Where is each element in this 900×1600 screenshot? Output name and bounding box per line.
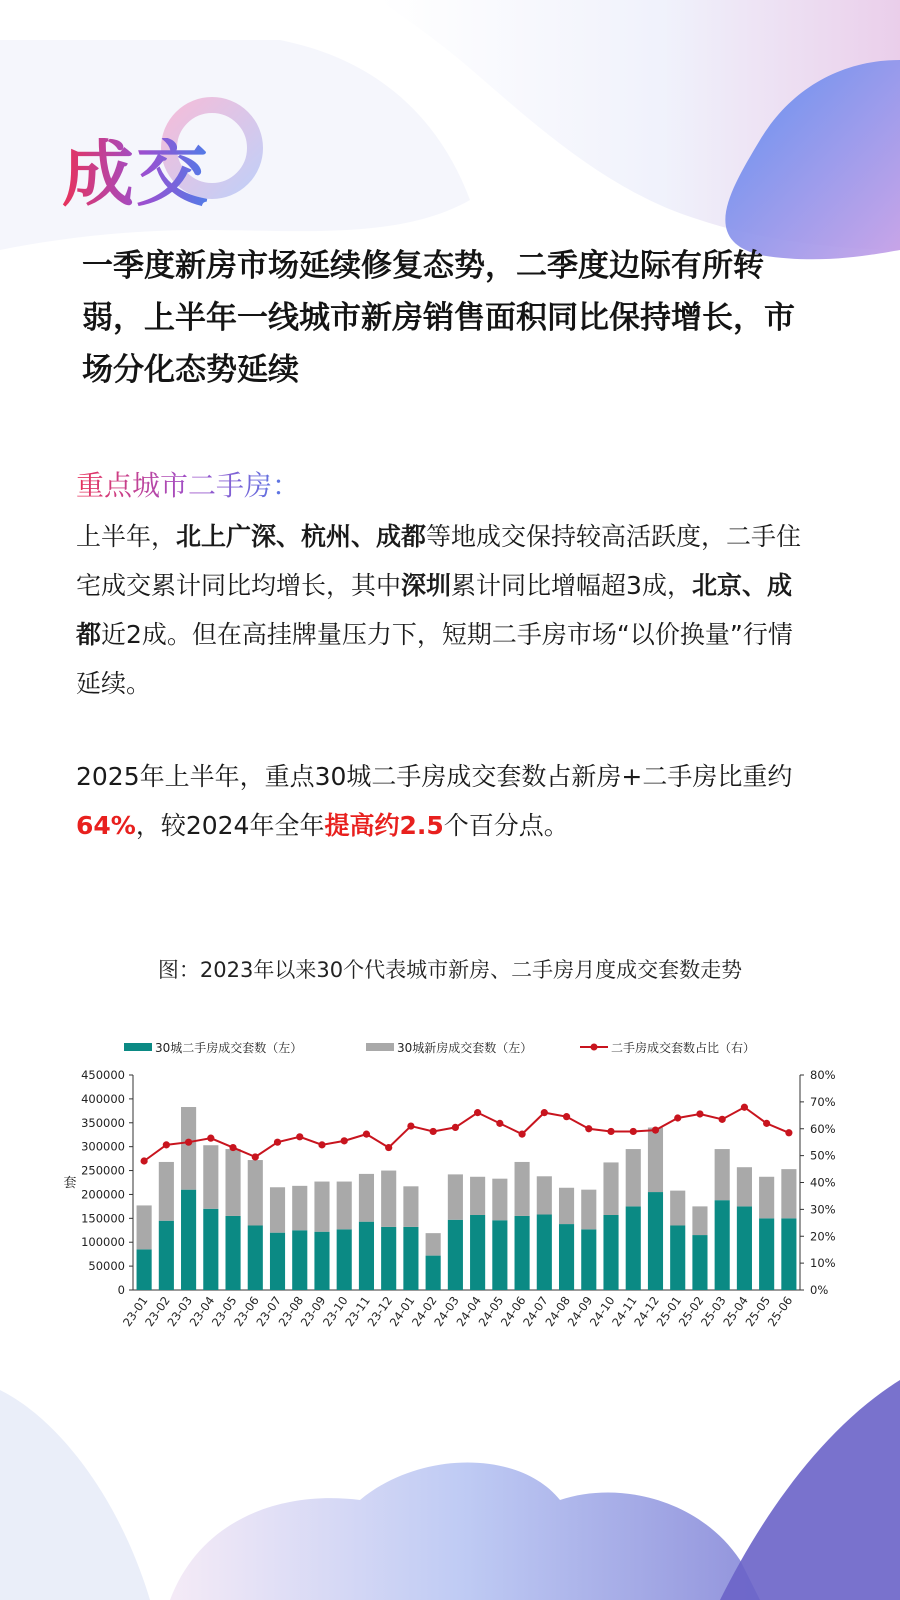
bar-new-home	[759, 1177, 774, 1219]
share-point	[318, 1141, 325, 1148]
share-point	[785, 1129, 792, 1136]
bar-resale	[692, 1235, 707, 1290]
bar-new-home	[448, 1174, 463, 1219]
bar-new-home	[492, 1179, 507, 1221]
x-tick-label: 23-04	[186, 1293, 218, 1330]
x-tick-label: 23-12	[364, 1293, 396, 1330]
bar-new-home	[381, 1171, 396, 1227]
share-point	[563, 1113, 570, 1120]
text: 累计同比增幅超3成，	[451, 571, 692, 600]
x-tick-label: 24-08	[542, 1293, 574, 1330]
emphasis: 北上广深、杭州、成都	[176, 522, 427, 551]
bar-resale	[670, 1226, 685, 1291]
x-tick-label: 23-09	[297, 1293, 329, 1330]
share-point	[585, 1125, 592, 1132]
share-point	[407, 1122, 414, 1129]
legend-label-1: 30城新房成交套数（左）	[397, 1041, 533, 1055]
bar-new-home	[270, 1187, 285, 1232]
bar-new-home	[626, 1149, 641, 1206]
emphasis: 北京、成都	[76, 571, 792, 649]
share-point	[719, 1116, 726, 1123]
bar-resale	[648, 1192, 663, 1290]
bar-resale	[359, 1222, 374, 1290]
bar-resale	[581, 1229, 596, 1290]
left-tick-label: 350000	[81, 1115, 125, 1130]
bar-resale	[537, 1215, 552, 1290]
bar-new-home	[337, 1182, 352, 1230]
share-point	[185, 1139, 192, 1146]
share-point	[229, 1144, 236, 1151]
bar-new-home	[159, 1162, 174, 1221]
x-tick-label: 23-11	[342, 1293, 373, 1330]
bar-resale	[181, 1190, 196, 1290]
legend-swatch-0	[124, 1043, 152, 1051]
share-line	[144, 1107, 789, 1161]
bar-resale	[270, 1233, 285, 1290]
left-tick-label: 450000	[81, 1068, 125, 1082]
x-tick-label: 23-08	[275, 1293, 307, 1330]
bar-resale	[248, 1226, 263, 1291]
bar-resale	[603, 1215, 618, 1290]
share-point	[163, 1141, 170, 1148]
bar-new-home	[203, 1145, 218, 1209]
left-tick-label: 150000	[81, 1211, 125, 1226]
legend-swatch-1	[366, 1043, 394, 1051]
legend-marker	[591, 1044, 598, 1051]
x-tick-label: 24-10	[586, 1293, 618, 1330]
right-tick-label: 80%	[810, 1068, 836, 1082]
bar-new-home	[426, 1233, 441, 1255]
share-point	[363, 1131, 370, 1138]
x-tick-label: 24-05	[475, 1293, 507, 1330]
section-title: 成交	[62, 132, 211, 216]
share-point	[430, 1128, 437, 1135]
x-tick-label: 25-01	[653, 1293, 685, 1330]
x-tick-label: 24-01	[386, 1293, 418, 1330]
bar-resale	[292, 1230, 307, 1290]
bar-new-home	[137, 1205, 152, 1249]
bar-new-home	[470, 1177, 485, 1215]
bar-resale	[626, 1206, 641, 1290]
bar-new-home	[737, 1167, 752, 1206]
bar-new-home	[559, 1188, 574, 1224]
x-tick-label: 25-02	[675, 1293, 707, 1330]
share-point	[207, 1135, 214, 1142]
bar-resale	[781, 1218, 796, 1290]
bar-resale	[159, 1221, 174, 1290]
bar-resale	[225, 1216, 240, 1290]
emphasis: 深圳	[401, 571, 452, 600]
bar-new-home	[314, 1182, 329, 1232]
x-tick-label: 23-10	[320, 1293, 351, 1330]
text: 近2成。但在高挂牌量压力下，短期二手房市场“以价换量”行情延续。	[76, 620, 793, 698]
bar-resale	[137, 1249, 152, 1290]
bar-new-home	[225, 1149, 240, 1216]
text: 2025年上半年，重点30城二手房成交套数占新房+二手房比重约	[76, 762, 793, 791]
paragraph-resale-cities	[76, 512, 816, 708]
bar-resale	[337, 1229, 352, 1290]
share-point	[696, 1110, 703, 1117]
left-tick-label: 400000	[81, 1091, 125, 1106]
right-tick-label: 30%	[810, 1202, 836, 1217]
bar-resale	[559, 1224, 574, 1290]
bar-new-home	[670, 1191, 685, 1226]
bar-resale	[737, 1206, 752, 1290]
share-point	[296, 1133, 303, 1140]
x-tick-label: 23-03	[164, 1293, 196, 1330]
bar-resale	[759, 1218, 774, 1290]
bar-resale	[203, 1209, 218, 1290]
right-tick-label: 40%	[810, 1175, 836, 1190]
bar-new-home	[359, 1174, 374, 1222]
bar-new-home	[515, 1162, 530, 1216]
paragraph-share	[76, 752, 816, 850]
share-point	[452, 1124, 459, 1131]
bar-resale	[492, 1220, 507, 1290]
legend-label-2: 二手房成交套数占比（右）	[611, 1041, 756, 1055]
bar-new-home	[581, 1190, 596, 1230]
right-tick-label: 0%	[810, 1283, 829, 1297]
x-tick-label: 24-12	[631, 1293, 662, 1330]
share-point	[607, 1128, 614, 1135]
right-tick-label: 70%	[810, 1094, 836, 1109]
x-tick-label: 23-05	[208, 1293, 240, 1330]
left-tick-label: 100000	[81, 1235, 125, 1250]
right-tick-label: 10%	[810, 1256, 836, 1271]
headline: 一季度新房市场延续修复态势，二季度边际有所转弱，上半年一线城市新房销售面积同比保持增长，市场分化态势延续	[82, 248, 795, 388]
x-tick-label: 24-11	[609, 1293, 640, 1330]
bar-new-home	[181, 1107, 196, 1190]
x-tick-label: 24-02	[408, 1293, 440, 1330]
sub-section-label: 重点城市二手房：	[76, 466, 300, 506]
bar-new-home	[403, 1186, 418, 1227]
highlight-increase: 提高约2.5	[324, 811, 444, 840]
x-tick-label: 25-06	[764, 1293, 796, 1330]
share-point	[652, 1126, 659, 1133]
x-tick-label: 24-04	[453, 1293, 485, 1330]
right-tick-label: 50%	[810, 1148, 836, 1163]
bar-resale	[515, 1216, 530, 1290]
bar-resale	[381, 1227, 396, 1290]
left-tick-label: 250000	[81, 1163, 125, 1178]
left-tick-label: 200000	[81, 1187, 125, 1202]
share-point	[674, 1114, 681, 1121]
share-point	[474, 1109, 481, 1116]
left-tick-label: 50000	[88, 1259, 125, 1274]
x-tick-label: 25-05	[742, 1293, 774, 1330]
highlight-share: 64%	[76, 811, 136, 840]
share-point	[541, 1109, 548, 1116]
x-tick-label: 25-03	[698, 1293, 729, 1330]
text: 个百分点。	[443, 811, 569, 840]
bar-resale	[314, 1232, 329, 1290]
x-tick-label: 24-03	[431, 1293, 462, 1330]
right-tick-label: 20%	[810, 1229, 836, 1244]
chart-title: 图：2023年以来30个代表城市新房、二手房月度成交套数走势	[157, 958, 743, 982]
text: 等地成交保持较高活跃度，二手住宅成交累计同比均增长，其中	[76, 522, 802, 600]
share-point	[385, 1144, 392, 1151]
bar-new-home	[292, 1186, 307, 1230]
left-tick-label: 300000	[81, 1139, 125, 1154]
share-point	[274, 1139, 281, 1146]
share-point	[252, 1153, 259, 1160]
bar-new-home	[648, 1128, 663, 1193]
share-point	[741, 1104, 748, 1111]
y-axis-unit-label: 套	[63, 1176, 77, 1191]
share-point	[518, 1131, 525, 1138]
bar-new-home	[692, 1206, 707, 1235]
x-tick-label: 25-04	[720, 1293, 751, 1330]
x-tick-label: 24-09	[564, 1293, 596, 1330]
share-point	[341, 1137, 348, 1144]
x-tick-label: 23-01	[119, 1293, 151, 1330]
right-tick-label: 60%	[810, 1121, 836, 1136]
bar-resale	[470, 1215, 485, 1290]
x-tick-label: 24-06	[497, 1293, 529, 1330]
bar-new-home	[603, 1162, 618, 1215]
bar-resale	[426, 1256, 441, 1290]
x-tick-label: 23-06	[231, 1293, 262, 1330]
legend-label-0: 30城二手房成交套数（左）	[155, 1041, 303, 1055]
bar-new-home	[537, 1176, 552, 1214]
bar-new-home	[781, 1169, 796, 1218]
combo-chart	[0, 1030, 900, 1360]
bar-resale	[448, 1220, 463, 1290]
x-tick-label: 23-02	[142, 1293, 173, 1330]
share-point	[763, 1120, 770, 1127]
x-tick-label: 23-07	[253, 1293, 284, 1330]
bar-resale	[715, 1200, 730, 1290]
share-point	[496, 1120, 503, 1127]
share-point	[630, 1128, 637, 1135]
bar-new-home	[248, 1160, 263, 1225]
bar-resale	[403, 1227, 418, 1290]
share-point	[141, 1157, 148, 1164]
text: 上半年，	[76, 522, 177, 551]
left-tick-label: 0	[117, 1283, 125, 1297]
text: ，较2024年全年	[135, 811, 325, 840]
x-tick-label: 24-07	[520, 1293, 551, 1330]
bar-new-home	[715, 1149, 730, 1200]
